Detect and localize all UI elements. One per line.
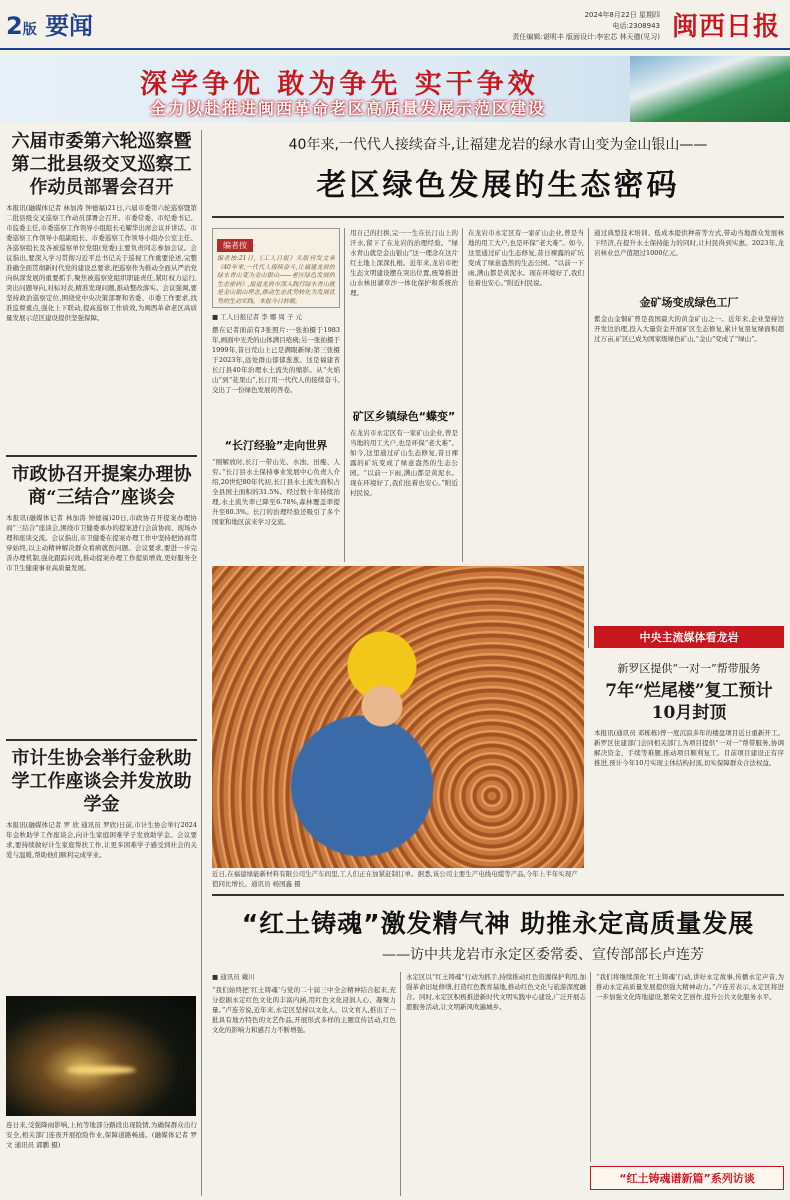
edition-number: 2 <box>6 12 23 40</box>
headline-inspection-meeting[interactable]: 六届市委第六轮巡察暨第二批县级交叉巡察工作动员部署会召开 <box>11 131 192 198</box>
interview-column-3 <box>596 972 784 1162</box>
interview-text-3: “我们将继续深化‘红土铸魂’行动,讲好永定故事,传播永定声音,为推动永定高质量发展提供强大精神动力。”卢连芳表示,永定区将进一步加强文化阵地建设,繁荣文艺创作,提升公共文化服务水平。 <box>596 973 784 1001</box>
interview-byline: ■ 通讯员 戴川 <box>212 973 255 981</box>
series-badge: “红土铸魂谱新篇”系列访谈 <box>590 1166 784 1190</box>
banner-subtitle: 全力以赴推进闽西革命老区高质量发展示范区建设 <box>150 99 547 118</box>
road-rescue-photo <box>6 996 196 1116</box>
section-name: 要闻 <box>45 12 94 40</box>
column-divider <box>344 228 345 562</box>
newspaper-logo: 闽西日报 <box>671 12 780 42</box>
column-divider <box>462 228 463 562</box>
feature-kicker: 40年来,一代代人接续奋斗,让福建龙岩的绿水青山变为金山银山—— <box>288 137 708 153</box>
headline-cppcc-proposal[interactable]: 市政协召开提案办理协商“三结合”座谈会 <box>11 464 192 508</box>
section-divider <box>212 894 784 896</box>
train-image <box>630 56 790 122</box>
road-rescue-caption: 连日来,受强降雨影响,上杭等地部分路段出现险情,为确保群众出行安全,相关部门连夜开展抢险作业,保障道路畅通。(融媒体记者 罗 文 通讯员 郭鹏 摄) <box>6 1121 197 1149</box>
editor-note-box <box>212 228 340 308</box>
feature-col3b-text: 紫金山金铜矿曾是我国最大的黄金矿山之一。近年来,企业坚持边开发边治理,投入大量资金开展矿区生态修复,累计复垦复绿面积超过万亩,矿区已成为国家级绿色矿山,“金山”变成了“绿山”。 <box>594 315 784 343</box>
feature-column-4 <box>594 228 784 648</box>
subhead-gold-mine: 金矿场变成绿色工厂 <box>639 296 739 309</box>
feature-col2-text: 用自己的打拼,完一一生在长汀山上的汗水,留下了在龙岩的治理经验。“绿水青山就是金山银山”这一理念在这片红土地上深深扎根。近年来,龙岩市把生态文明建设摆在突出位置,统筹推进山水林田湖草沙一体化保护和系统治理。 <box>350 229 458 297</box>
feature-column-1a <box>212 312 340 562</box>
interview-subtitle: ——访中共龙岩市永定区委常委、宣传部部长卢连芳 <box>382 947 704 963</box>
interview-title[interactable]: “红土铸魂”激发精气神 助推永定高质量发展 <box>241 909 755 938</box>
factory-photo-caption: 近日,在福建绿能新材料有限公司生产车间里,工人们正在加紧赶制订单。据悉,该公司主要生产电线电缆等产品,今年上半年实现产值同比增长。通讯员 杨国鑫 摄 <box>212 870 578 888</box>
edition-label <box>6 6 93 41</box>
divider <box>6 739 197 741</box>
feature-col3-continued: 在龙岩市永定区有一家矿山企业,曾是当地的用工大户,也是环保“老大难”。如今,这里通过矿山生态修复,昔日裸露的矿坑变成了绿意盎然的生态公园。“以前一下雨,满山都是黄泥水。现在环境好了,我们住着也安心。”附近村民说。 <box>468 229 584 287</box>
interview-text-1: “我们始终把‘红土铸魂’与党的二十届三中全会精神结合起来,充分挖掘永定红色文化的丰富内涵,用红色文化浸润人心、凝聚力量。”卢连芳说,近年来,永定区坚持以文化人、以文育人,推出了一批具有地方特色的文艺作品,开展形式多样的主题宣传活动,红色文化的影响力和感召力不断增强。 <box>212 986 396 1034</box>
feature-column-2 <box>350 228 458 562</box>
subhead-changting-experience: “长汀经验”走向世界 <box>224 439 328 452</box>
feature-divider <box>212 216 784 218</box>
masthead <box>0 0 790 50</box>
article-cppcc-proposal: 本报讯(融媒体记者 林加涛 钟德福)20日,市政协召开提案办理协商“三结合”座谈会,围绕市卫健委承办的提案进行会前协商、现场办理和座谈交流。会议指出,市卫健委在提案办理工作中坚持把协商贯穿始终,以主动精神解决群众看病就医问题。会议要求,要进一步完善办理机制,强化跟踪问效,推动提案办理工作提质增效,更好服务全市卫生健康事业高质量发展。 <box>6 514 197 572</box>
interview-column-2 <box>406 972 586 1196</box>
feature-column-3 <box>468 228 584 562</box>
media-badge: 中央主流媒体看龙岩 <box>594 626 784 648</box>
editor-credits: 责任编辑:谌明丰 版面设计:李宏芯 林天德(见习) <box>512 33 660 41</box>
phone-number: 电话:2308943 <box>612 22 660 30</box>
banner-slogan: 深学争优 敢为争先 实干争效 <box>140 69 539 100</box>
interview-column-1 <box>212 972 396 1196</box>
side-news-text: 本报讯(通讯员 邓栋栋)曾一度沉寂多年的楼盘项目近日重新开工。新罗区住建部门会同相关部门,为项目提供“一对一”帮带服务,协调解决资金、手续等难题,推动项目顺利复工。目前项目建设正有序推进,预计今年10月实现主体结构封顶,切实保障群众合法权益。 <box>594 729 784 767</box>
feature-byline: ■ 工人日报记者 李 娜 周 子 元 <box>212 313 303 321</box>
column-divider <box>588 228 589 648</box>
feature-col2b-text: 在龙岩市永定区有一家矿山企业,曾是当地的用工大户,也是环保“老大难”。如今,这里通过矿山生态修复,昔日裸露的矿坑变成了绿意盎然的生态公园。“以前一下雨,满山都是黄泥水。现在环境好了,我们住着也安心。”附近村民说。 <box>350 429 458 497</box>
feature-col3-text: 通过典型技术培训、低成本提供种苗等方式,带动当地群众发展林下经济,在提升水土保持能力的同时,让村民得到实惠。2023年,龙岩林业总产值超过1000亿元。 <box>594 229 784 257</box>
paper-info <box>420 10 660 43</box>
divider <box>6 455 197 457</box>
headline-scholarship[interactable]: 市计生协会举行金秋助学工作座谈会并发放助学金 <box>11 748 192 815</box>
article-scholarship: 本报讯(融媒体记者 罗 欣 通讯员 罗欣)日前,市计生协会举行2024年金秋助学工作座谈会,向计生家庭困难学子发放助学金。会议要求,要持续做好计生家庭帮扶工作,让更多困难学子感受到社会的关爱与温暖,帮助他们顺利完成学业。 <box>6 821 197 859</box>
issue-date: 2024年8月22日 星期四 <box>584 11 660 19</box>
side-news <box>594 660 784 892</box>
feature-title[interactable]: 老区绿色发展的生态密码 <box>316 168 680 203</box>
subhead-mining-town: 矿区乡镇绿色“蝶变” <box>352 410 456 423</box>
edition-word: 版 <box>22 22 37 38</box>
column-divider <box>400 972 401 1196</box>
left-column <box>6 130 202 1196</box>
side-news-title[interactable]: 7年“烂尾楼”复工预计10月封顶 <box>605 681 773 723</box>
article-inspection-meeting: 本报讯(融媒体记者 林加涛 钟德福)21日,六届市委第六轮巡察暨第二批县级交叉巡察工作动员部署会召开。市委常委、市纪委书记、市监委主任,市委巡察工作领导小组组长毛耀华出席会议并讲话。市委巡察工作领导小组副组长、市委巡察工作领导小组办公室主任、各巡察组长及各被巡察单位党组(党委)主要负责同志参加会议。会议指出,要深入学习贯彻习近平总书记关于巡视工作重要论述,完整准确全面贯彻新时代党的建设总要求,把巡察作为推动全面从严治党向纵深发展的重要抓手,聚焦被巡察党组织职能责任,紧盯权力运行,突出问题导向,对标对表,精准发现问题,推动整改落实。会议强调,要坚持政治巡察定位,围绕党中央决策部署和省委、市委工作要求,找准监督重点,强化上下联动,提高巡察工作质效,为闽西革命老区高质量发展示范区建设提供坚强保障。 <box>6 204 197 322</box>
column-divider <box>590 972 591 1162</box>
side-news-kicker: 新罗区提供“一对一”帮带服务 <box>617 662 761 675</box>
editor-note-tag: 编者按 <box>217 239 253 252</box>
feature-col1b-text: “刚解放时,长汀一带山光、水浊、田瘦、人穷。”长汀县水土保持事业发展中心负责人介绍,20世纪80年代初,长汀县水土流失面积占全县国土面积的31.5%。经过数十年持续治理,水土流失率已降至6.78%,森林覆盖率提升至80.3%。长汀的治理经验还吸引了多个国家和地区前来学习交流。 <box>212 458 340 526</box>
slogan-banner <box>0 56 790 122</box>
factory-worker-photo <box>212 566 584 868</box>
editor-note-text: 编者按:21日,《工人日报》头版刊发文章《40年来,一代代人接续奋斗,让福建龙岩的绿水青山变为金山银山——老区绿色发展的生态密码》,报道龙岩市深入践行绿水青山就是金山银山理念,推动生态优势转化为发展优势的生动实践。本报今日转载。 <box>217 255 335 305</box>
feature-col1-text: 摆在记者面前有3张照片:一张拍摄于1983年,画面中光秃的山体满目疮痍;另一张拍摄于1999年,昔日荒山上已是满眼新绿;第三张摄于2023年,远处群山郁郁葱葱。这是福建省长汀县40年治理水土流失的缩影。从“火焰山”到“花果山”,长汀用一代代人的接续奋斗,交出了一份绿色发展的答卷。 <box>212 326 340 394</box>
interview-text-2: 永定区以“红土铸魂”行动为抓手,持续推动红色资源保护利用,加强革命旧址修缮,打造红色教育基地,推动红色文化与旅游深度融合。同时,永定区积极推进新时代文明实践中心建设,广泛开展志愿服务活动,让文明新风吹遍城乡。 <box>406 973 586 1011</box>
